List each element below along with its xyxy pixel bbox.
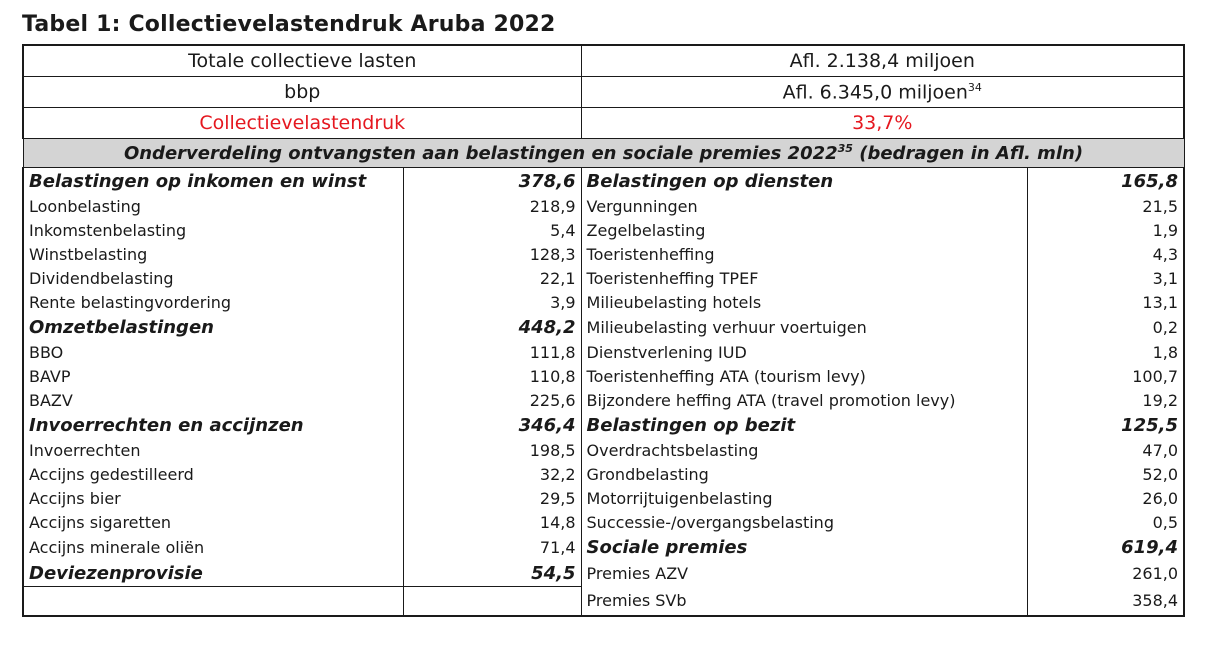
right-label: Grondbelasting: [581, 462, 1027, 486]
band-text: Onderverdeling ontvangsten aan belastingen en sociale premies 2022: [123, 143, 838, 164]
bbp-value-cell: [581, 77, 1184, 108]
table-row: [23, 194, 1184, 218]
right-label: Zegelbelasting: [581, 218, 1027, 242]
right-label: Milieubelasting hotels: [581, 290, 1027, 314]
left-value: 54,5: [403, 560, 581, 587]
left-label: Belastingen op inkomen en winst: [23, 168, 403, 195]
table-row: [23, 314, 1184, 340]
right-label: Toeristenheffing TPEF: [581, 266, 1027, 290]
total-label: Totale collectieve lasten: [23, 45, 581, 77]
left-label: Accijns gedestilleerd: [23, 462, 403, 486]
subdivision-header-cell: [23, 139, 1184, 168]
table-row: [23, 560, 1184, 587]
right-value: 26,0: [1027, 486, 1184, 510]
left-label: [23, 587, 403, 617]
right-value: 619,4: [1027, 534, 1184, 560]
druk-value: 33,7%: [581, 108, 1184, 139]
right-value: 52,0: [1027, 462, 1184, 486]
left-value: 111,8: [403, 340, 581, 364]
right-label: Milieubelasting verhuur voertuigen: [581, 314, 1027, 340]
table-row: [23, 290, 1184, 314]
right-label: Belastingen op bezit: [581, 412, 1027, 438]
left-label: Deviezenprovisie: [23, 560, 403, 587]
right-value: 100,7: [1027, 364, 1184, 388]
left-value: 14,8: [403, 510, 581, 534]
right-value: 0,2: [1027, 314, 1184, 340]
left-value: 29,5: [403, 486, 581, 510]
right-label: Toeristenheffing: [581, 242, 1027, 266]
left-label: BAZV: [23, 388, 403, 412]
left-label: Invoerrechten en accijnzen: [23, 412, 403, 438]
right-value: 3,1: [1027, 266, 1184, 290]
right-label: Overdrachtsbelasting: [581, 438, 1027, 462]
right-value: 4,3: [1027, 242, 1184, 266]
table-row: [23, 168, 1184, 195]
left-value: 3,9: [403, 290, 581, 314]
left-value: 448,2: [403, 314, 581, 340]
right-label: Successie-/overgangsbelasting: [581, 510, 1027, 534]
left-label: Invoerrechten: [23, 438, 403, 462]
table-row: [23, 218, 1184, 242]
table-row: [23, 388, 1184, 412]
left-value: 218,9: [403, 194, 581, 218]
right-label: Premies SVb: [581, 587, 1027, 617]
left-value: 32,2: [403, 462, 581, 486]
druk-label: Collectievelastendruk: [23, 108, 581, 139]
right-value: 125,5: [1027, 412, 1184, 438]
left-label: Winstbelasting: [23, 242, 403, 266]
summary-row-bbp: [23, 77, 1184, 108]
right-label: Bijzondere heffing ATA (travel promotion levy): [581, 388, 1027, 412]
left-value: 225,6: [403, 388, 581, 412]
left-label: Accijns minerale oliën: [23, 534, 403, 560]
left-label: Dividendbelasting: [23, 266, 403, 290]
left-value: 110,8: [403, 364, 581, 388]
left-label: BBO: [23, 340, 403, 364]
left-value: 378,6: [403, 168, 581, 195]
right-label: Premies AZV: [581, 560, 1027, 587]
left-value: 71,4: [403, 534, 581, 560]
right-value: 261,0: [1027, 560, 1184, 587]
right-value: 358,4: [1027, 587, 1184, 617]
right-label: Toeristenheffing ATA (tourism levy): [581, 364, 1027, 388]
left-label: Accijns bier: [23, 486, 403, 510]
left-value: 5,4: [403, 218, 581, 242]
table-title: Tabel 1: Collectievelastendruk Aruba 2022: [22, 12, 556, 37]
right-label: Dienstverlening IUD: [581, 340, 1027, 364]
collective-burden-table: [22, 44, 1185, 617]
left-value: 128,3: [403, 242, 581, 266]
right-label: Sociale premies: [581, 534, 1027, 560]
table-row: [23, 587, 1184, 617]
table-row: [23, 510, 1184, 534]
table-row: [23, 462, 1184, 486]
bbp-label: bbp: [23, 77, 581, 108]
left-label: Loonbelasting: [23, 194, 403, 218]
bbp-footnote: 34: [967, 80, 982, 94]
right-value: 21,5: [1027, 194, 1184, 218]
left-label: Rente belastingvordering: [23, 290, 403, 314]
left-value: 198,5: [403, 438, 581, 462]
right-value: 13,1: [1027, 290, 1184, 314]
right-value: 1,8: [1027, 340, 1184, 364]
band-footnote: 35: [837, 142, 853, 155]
table-row: [23, 242, 1184, 266]
right-value: 47,0: [1027, 438, 1184, 462]
band-suffix: (bedragen in Afl. mln): [852, 143, 1084, 164]
right-value: 19,2: [1027, 388, 1184, 412]
left-value: 346,4: [403, 412, 581, 438]
right-label: Belastingen op diensten: [581, 168, 1027, 195]
table-row: [23, 266, 1184, 290]
table-row: [23, 340, 1184, 364]
table-row: [23, 412, 1184, 438]
right-value: 0,5: [1027, 510, 1184, 534]
subdivision-header: [23, 139, 1184, 168]
right-label: Vergunningen: [581, 194, 1027, 218]
table-row: [23, 364, 1184, 388]
bbp-value: Afl. 6.345,0 miljoen: [782, 81, 968, 104]
left-label: Omzetbelastingen: [23, 314, 403, 340]
total-value: Afl. 2.138,4 miljoen: [581, 45, 1184, 77]
table-row: [23, 534, 1184, 560]
left-label: BAVP: [23, 364, 403, 388]
table-row: [23, 486, 1184, 510]
right-label: Motorrijtuigenbelasting: [581, 486, 1027, 510]
right-value: 165,8: [1027, 168, 1184, 195]
left-value: 22,1: [403, 266, 581, 290]
summary-row-total: [23, 45, 1184, 77]
table-row: [23, 438, 1184, 462]
left-label: Accijns sigaretten: [23, 510, 403, 534]
right-value: 1,9: [1027, 218, 1184, 242]
left-label: Inkomstenbelasting: [23, 218, 403, 242]
left-value: [403, 587, 581, 617]
summary-row-druk: [23, 108, 1184, 139]
